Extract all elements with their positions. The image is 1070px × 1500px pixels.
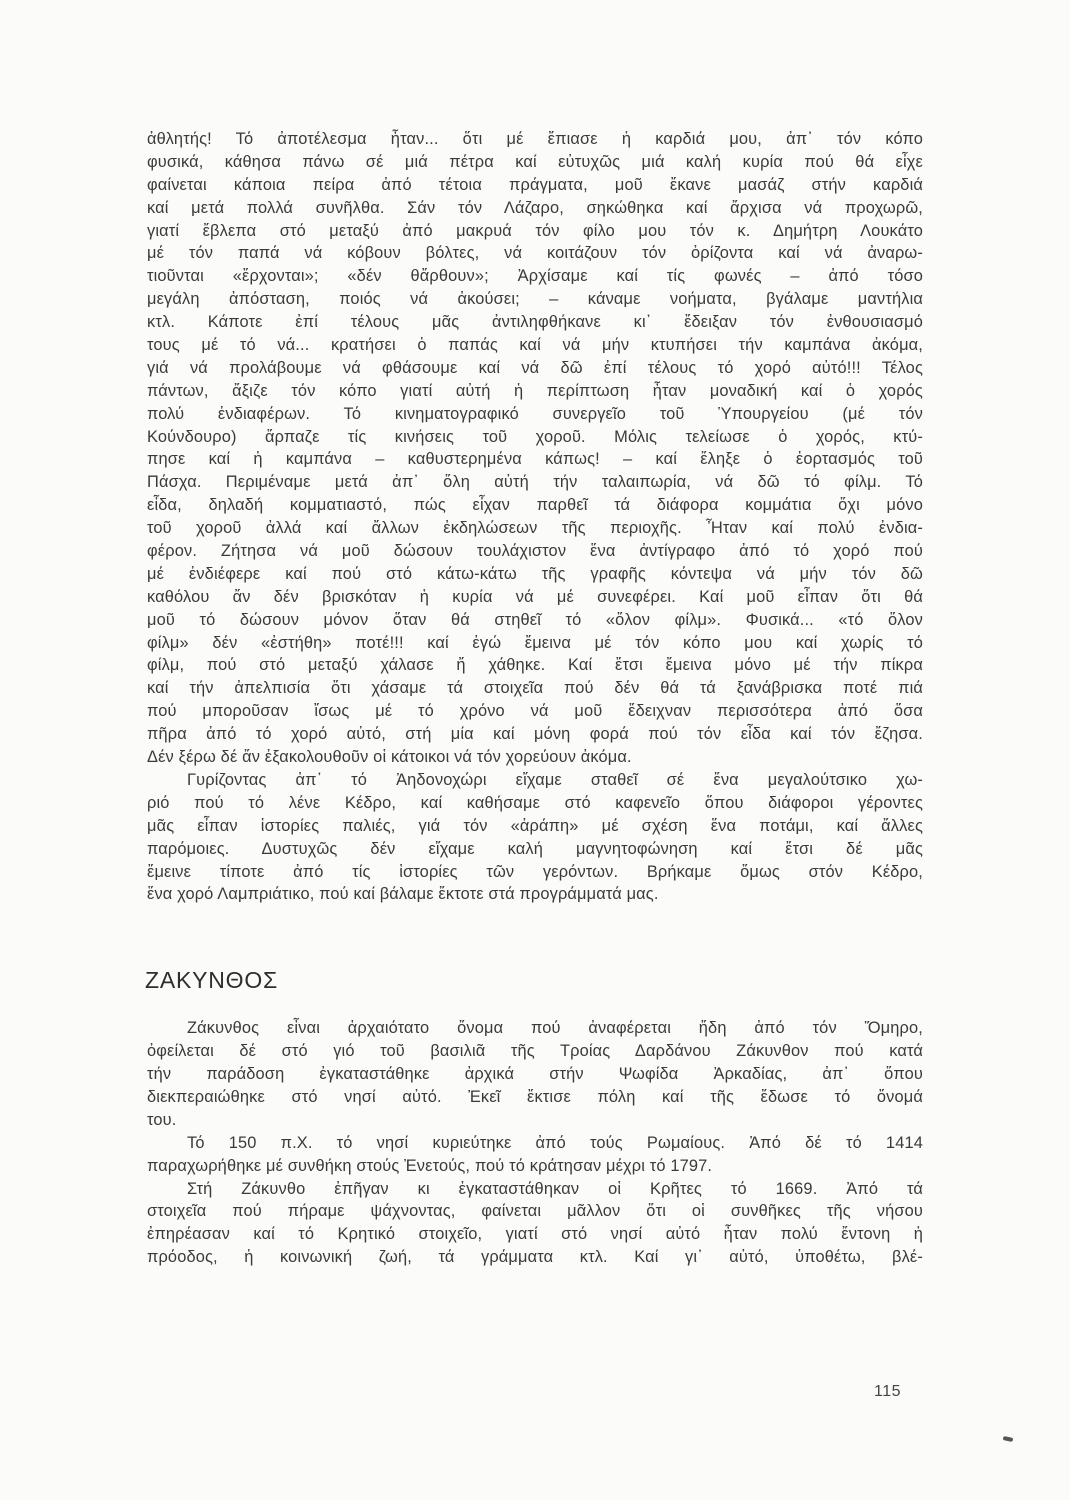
paragraph xyxy=(147,128,923,769)
text-line: Τό 150 π.Χ. τό νησί κυριεύτηκε ἀπό τούς Ρωμαίους. Ἀπό δέ τό 1414 xyxy=(187,1133,923,1152)
paragraph xyxy=(147,769,923,906)
text-line: τιοῦνται «ἔρχονται»; «δέν θἄρθουν»; Ἀρχίσαμε καί τίς φωνές – ἀπό τόσο xyxy=(147,267,923,286)
text-line: Στή Ζάκυνθο ἐπῆγαν κι ἐγκαταστάθηκαν οἱ Κρῆτες τό 1669. Ἀπό τά xyxy=(187,1179,923,1198)
page-body xyxy=(147,128,923,1269)
text-line: πολύ ἐνδιαφέρων. Τό κινηματογραφικό συνεργεῖο τοῦ Ὑπουργείου (μέ τόν xyxy=(147,404,923,423)
text-line: μᾶς εἶπαν ἱστορίες παλιές, γιά τόν «ἀράπη» μέ σχέση ἕνα ποτάμι, καί ἄλλες xyxy=(147,816,923,835)
text-line: Ζάκυνθος εἶναι ἀρχαιότατο ὄνομα πού ἀναφέρεται ἤδη ἀπό τόν Ὅμηρο, xyxy=(187,1019,923,1038)
text-line: πάντων, ἄξιζε τόν κόπο γιατί αὐτή ἡ περίπτωση ἦταν μοναδική καί ὁ χορός xyxy=(147,381,923,400)
text-line: παραχωρήθηκε μέ συνθήκη στούς Ἐνετούς, πού τό κράτησαν μέχρι τό 1797. xyxy=(147,1156,713,1175)
text-line: ριό πού τό λένε Κέδρο, καί καθήσαμε στό καφενεῖο ὅπου διάφοροι γέροντες xyxy=(147,793,923,812)
text-line: φέρον. Ζήτησα νά μοῦ δώσουν τουλάχιστον ἕνα ἀντίγραφο ἀπό τό χορό πού xyxy=(147,542,923,561)
text-line: Γυρίζοντας ἀπ᾽ τό Ἀηδονοχώρι εἴχαμε σταθεῖ σέ ἕνα μεγαλούτσικο χω- xyxy=(187,770,923,789)
text-line: μοῦ τό δώσουν μόνον ὅταν θά στηθεῖ τό «ὅλον φίλμ». Φυσικά... «τό ὅλον xyxy=(147,610,923,629)
text-line: εἶδα, δηλαδή κομματιαστό, πώς εἶχαν παρθεῖ τά διάφορα κομμάτια ὄχι μόνο xyxy=(147,496,923,515)
text-line: Πάσχα. Περιμέναμε μετά ἀπ᾽ ὅλη αὐτή τήν ταλαιπωρία, νά δῶ τό φίλμ. Τό xyxy=(147,473,923,492)
text-line: καί τήν ἀπελπισία ὅτι χάσαμε τά στοιχεῖα πού δέν θά τά ξανάβρισκα ποτέ πιά xyxy=(147,679,923,698)
text-line: πησε καί ἡ καμπάνα – καθυστερημένα κάπως! – καί ἔληξε ὁ ἑορτασμός τοῦ xyxy=(147,450,923,469)
text-line: ἕνα χορό Λαμπριάτικο, πού καί βάλαμε ἔκτοτε στά προγράμματά μας. xyxy=(147,885,659,904)
text-line: τοῦ χοροῦ ἀλλά καί ἄλλων ἐκδηλώσεων τῆς περιοχῆς. Ἦταν καί πολύ ἐνδια- xyxy=(147,519,923,538)
text-line: παρόμοιες. Δυστυχῶς δέν εἴχαμε καλή μαγνητοφώνηση καί ἔτσι δέ μᾶς xyxy=(147,839,923,858)
section-heading: ΖΑΚΥΝΘΟΣ xyxy=(145,967,279,994)
text-line: τήν παράδοση ἐγκαταστάθηκε ἀρχικά στήν Ψωφίδα Ἀρκαδίας, ἀπ᾽ ὅπου xyxy=(147,1065,923,1084)
text-line: διεκπεραιώθηκε στό νησί αὐτό. Ἐκεῖ ἔκτισε πόλη καί τῆς ἔδωσε τό ὄνομά xyxy=(147,1087,923,1106)
text-line: γιά νά προλάβουμε νά φθάσουμε καί νά δῶ ἐπί τέλους τό χορό αὐτό!!! Τέλος xyxy=(147,358,923,377)
text-line: καί μετά πολλά συνῆλθα. Σάν τόν Λάζαρο, σηκώθηκα καί ἄρχισα νά προχωρῶ, xyxy=(147,198,923,217)
text-line: πρόοδος, ἡ κοινωνική ζωή, τά γράμματα κτλ. Καί γι᾽ αὐτό, ὑποθέτω, βλέ- xyxy=(147,1248,923,1267)
text-line: φίλμ» δέν «ἐστήθη» ποτέ!!! καί ἐγώ ἔμεινα μέ τόν κόπο μου καί χωρίς τό xyxy=(147,633,923,652)
text-line: φυσικά, κάθησα πάνω σέ μιά πέτρα καί εὐτυχῶς μιά καλή κυρία πού θά εἶχε xyxy=(147,152,923,171)
text-line: ἀθλητής! Τό ἀποτέλεσμα ἦταν... ὅτι μέ ἔπιασε ἡ καρδιά μου, ἀπ᾽ τόν κόπο xyxy=(147,130,923,148)
text-line: ἐπηρέασαν καί τό Κρητικό στοιχεῖο, γιατί στό νησί αὐτό ἦταν πολύ ἔντονη ἡ xyxy=(147,1225,923,1244)
paragraph xyxy=(147,1132,923,1178)
text-line: Δέν ξέρω δέ ἄν ἐξακολουθοῦν οἱ κάτοικοι νά τόν χορεύουν ἀκόμα. xyxy=(147,748,632,767)
text-line: μέ τόν παπά νά κόβουν βόλτες, νά κοιτάζουν τόν ὁρίζοντα καί νά ἀναρω- xyxy=(147,244,923,263)
paragraph xyxy=(147,1178,923,1270)
text-line: κτλ. Κάποτε ἐπί τέλους μᾶς ἀντιληφθήκανε κι᾽ ἔδειξαν τόν ἐνθουσιασμό xyxy=(147,313,923,332)
text-line: μεγάλη ἀπόσταση, ποιός νά ἀκούσει; – κάναμε νοήματα, βγάλαμε μαντήλια xyxy=(147,290,923,309)
text-line: ὀφείλεται δέ στό γιό τοῦ βασιλιᾶ τῆς Τροίας Δαρδάνου Ζάκυνθον πού κατά xyxy=(147,1042,923,1061)
text-line: γιατί ἔβλεπα στό μεταξύ ἀπό μακρυά τόν φίλο μου τόν κ. Δημήτρη Λουκάτο xyxy=(147,221,923,240)
text-line: φαίνεται κάποια πείρα ἀπό τέτοια πράγματα, μοῦ ἔκανε μασάζ στήν καρδιά xyxy=(147,175,923,194)
text-line: του. xyxy=(147,1110,177,1129)
text-line: πῆρα ἀπό τό χορό αὐτό, στή μία καί μόνη φορά πού τόν εἶδα καί τόν ἔζησα. xyxy=(147,725,923,744)
page-number: 115 xyxy=(874,1383,902,1400)
text-line: φίλμ, πού στό μεταξύ χάλασε ἤ χάθηκε. Καί ἔτσι ἔμεινα μόνο μέ τήν πίκρα xyxy=(147,656,923,675)
text-line: μέ ἐνδιέφερε καί πού στό κάτω-κάτω τῆς γραφῆς κόντεψα νά μήν τόν δῶ xyxy=(147,564,923,583)
text-line: καθόλου ἄν δέν βρισκόταν ἡ κυρία νά μέ συνεφέρει. Καί μοῦ εἶπαν ὅτι θά xyxy=(147,587,923,606)
text-line: στοιχεῖα πού πήραμε ψάχνοντας, φαίνεται μᾶλλον ὅτι οἱ συνθῆκες τῆς νήσου xyxy=(147,1202,923,1221)
text-line: Κούνδουρο) ἅρπαζε τίς κινήσεις τοῦ χοροῦ. Μόλις τελείωσε ὁ χορός, κτύ- xyxy=(147,427,923,446)
paragraph xyxy=(147,1017,923,1131)
scan-speck xyxy=(1003,1436,1014,1442)
text-line: ἔμεινε τίποτε ἀπό τίς ἱστορίες τῶν γερόντων. Βρήκαμε ὅμως στόν Κέδρο, xyxy=(147,862,923,881)
text-line: τους μέ τό νά... κρατήσει ὁ παπάς καί νά μήν κτυπήσει τήν καμπάνα ἀκόμα, xyxy=(147,336,923,355)
text-line: πού μποροῦσαν ἴσως μέ τό χρόνο νά μοῦ ἔδειχναν περισσότερα ἀπό ὅσα xyxy=(147,702,923,721)
